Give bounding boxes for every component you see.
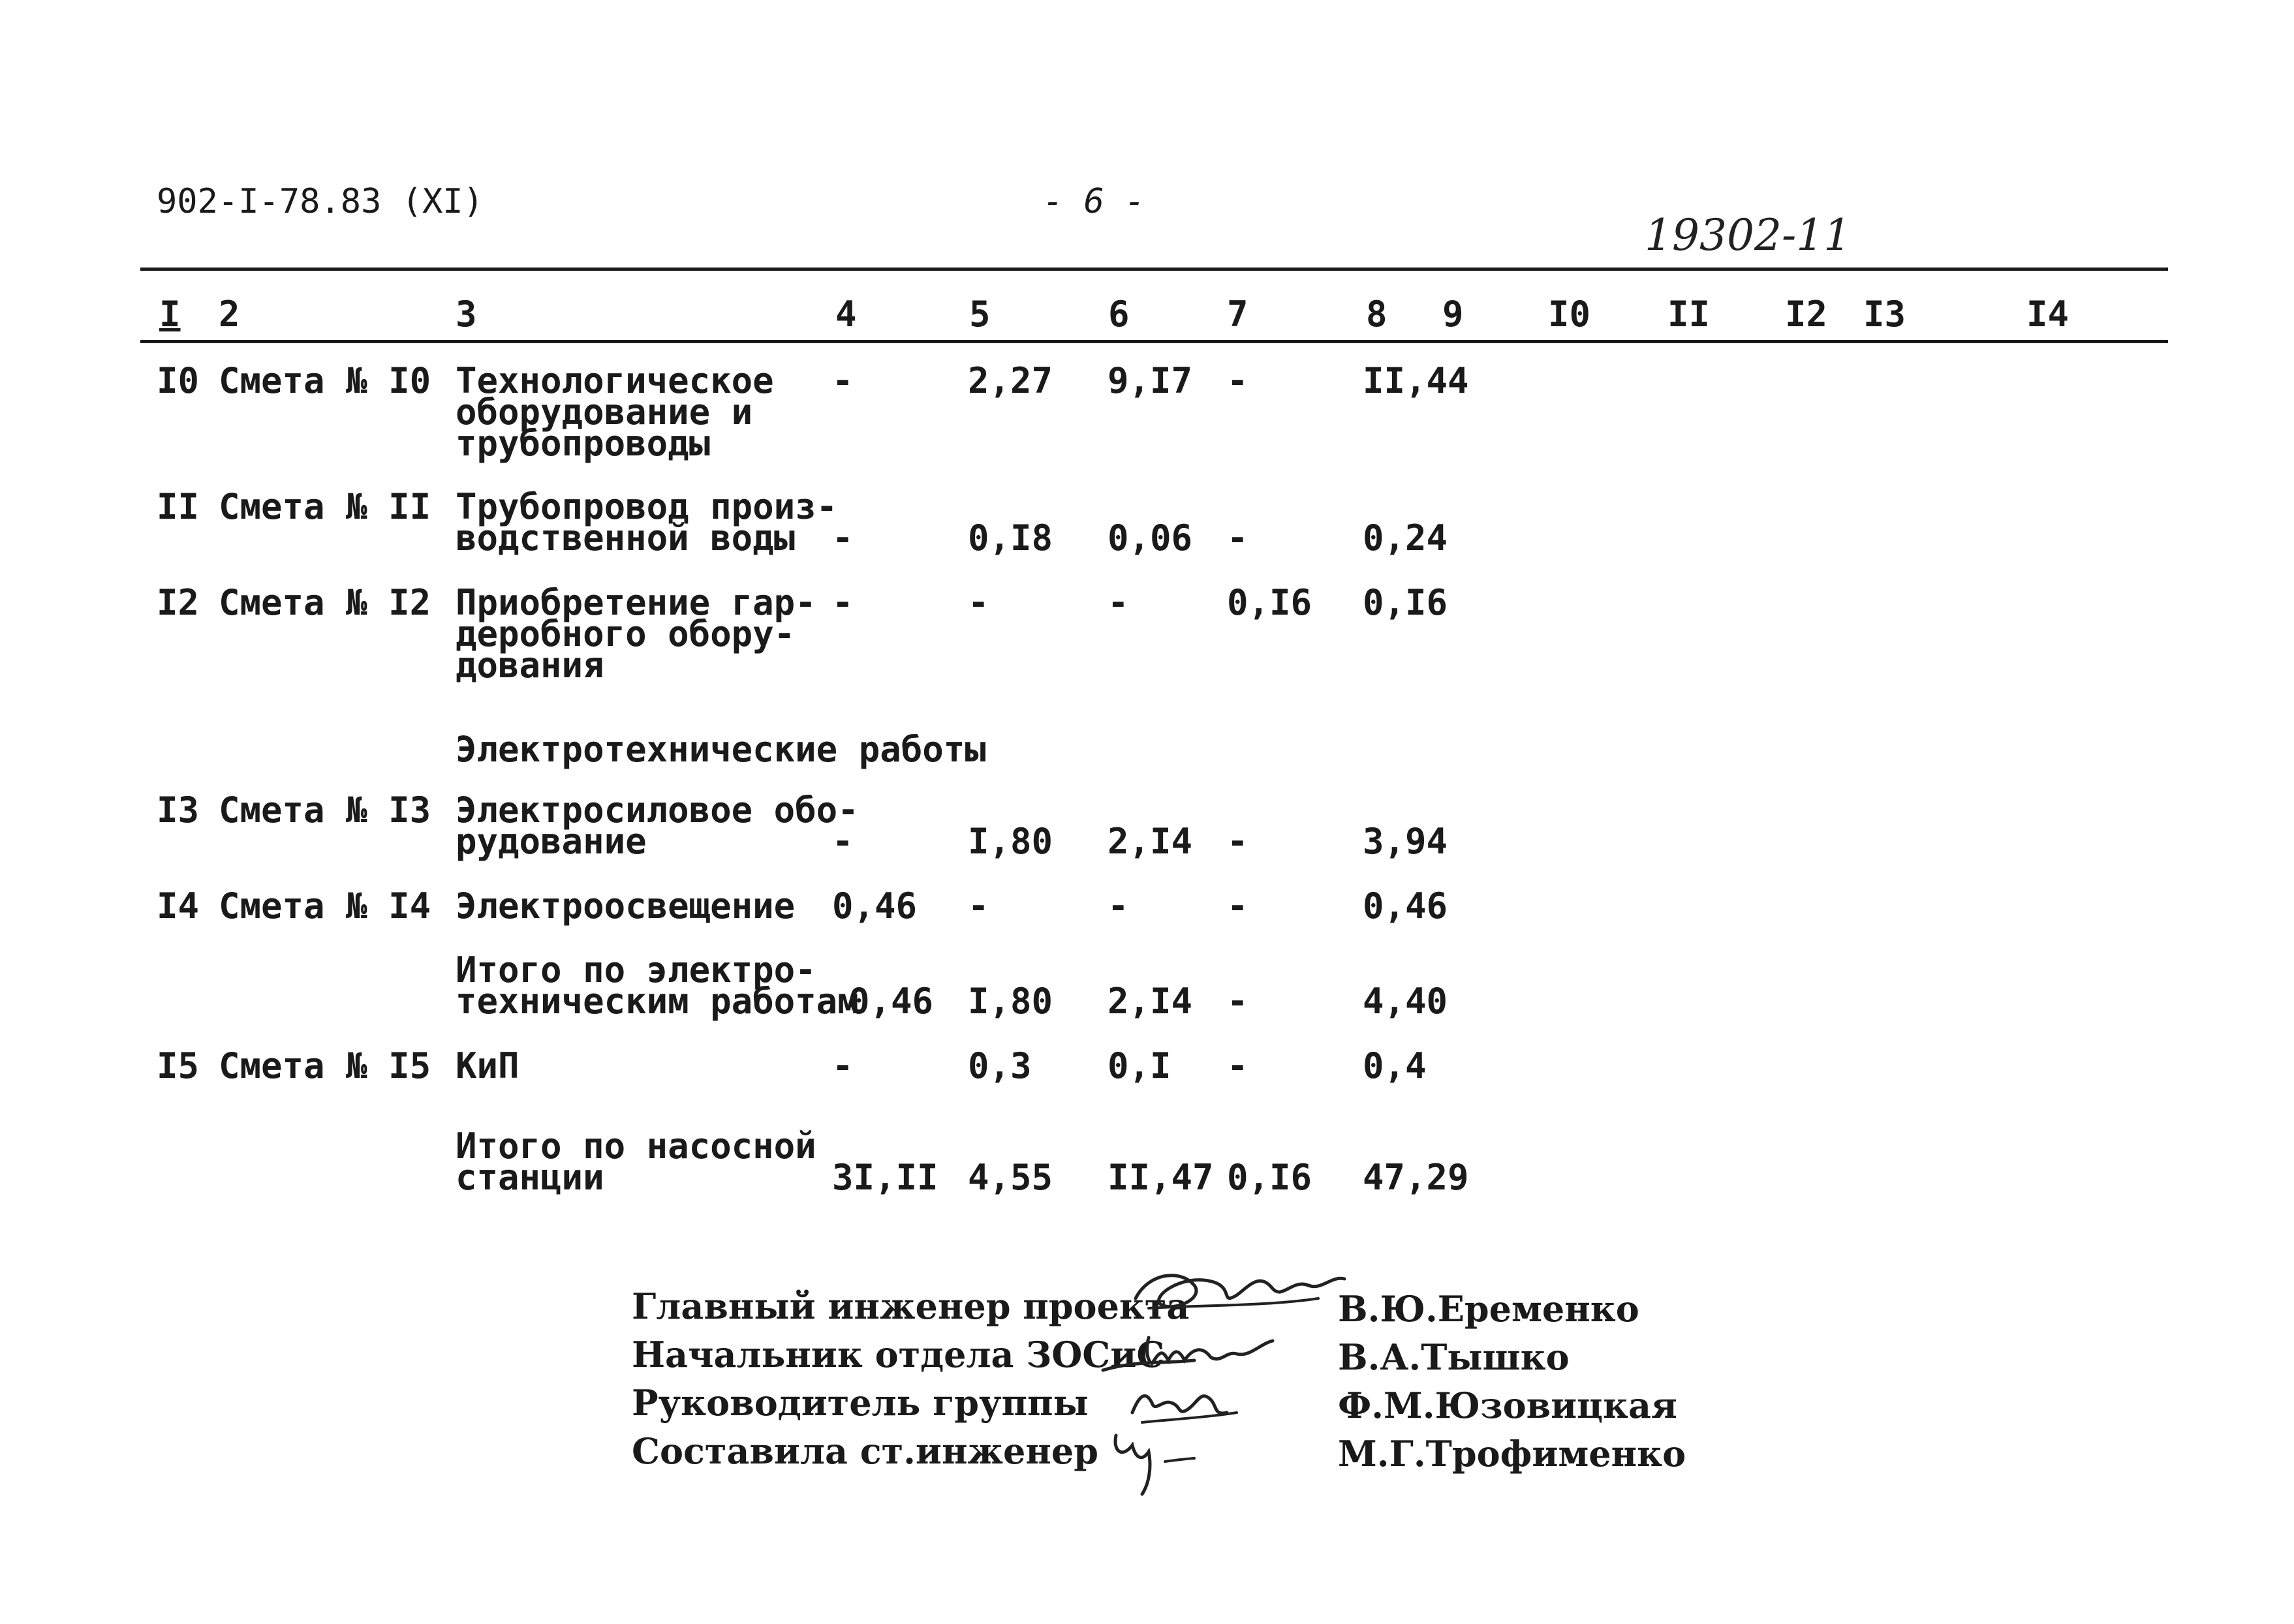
cell-col4: 3I,II — [832, 1157, 938, 1198]
handwritten-registration-number: 19302-11 — [1645, 210, 1852, 260]
signature-mark — [1096, 1422, 1227, 1501]
item-name-line: Итого по электро- — [456, 949, 816, 990]
signature-mark — [1123, 1377, 1253, 1429]
column-header: 8 — [1366, 294, 1387, 335]
item-name-line: дования — [456, 645, 604, 686]
item-name-line: Итого по насосной — [456, 1126, 816, 1167]
cell-col8: 3,94 — [1363, 821, 1448, 862]
column-header: 7 — [1227, 294, 1248, 335]
column-header: 3 — [456, 294, 477, 335]
estimate-label: Смета № I2 — [219, 582, 431, 623]
cell-col8: 0,4 — [1363, 1045, 1427, 1086]
cell-col8: II,44 — [1363, 360, 1469, 401]
signature-name: М.Г.Трофименко — [1338, 1433, 1686, 1475]
cell-col6: II,47 — [1108, 1157, 1214, 1198]
cell-col4: - — [832, 582, 854, 623]
cell-col4: - — [832, 360, 854, 401]
cell-col4: 0,46 — [832, 885, 918, 927]
cell-col7: - — [1227, 1045, 1248, 1086]
cell-col4: - — [832, 1045, 854, 1086]
cell-col6: - — [1108, 885, 1129, 927]
cell-col8: 47,29 — [1363, 1157, 1469, 1198]
table-top-rule — [140, 268, 2168, 271]
item-name-line: оборудование и — [456, 391, 753, 433]
cell-col5: - — [968, 582, 989, 623]
item-name-line: Электроосвещение — [456, 885, 796, 927]
item-name-line: Электросиловое обо- — [456, 789, 859, 831]
row-number: I2 — [157, 582, 200, 623]
table-header-rule — [140, 340, 2168, 343]
item-name-line: Трубопровод произ- — [456, 486, 838, 527]
page-number: - 6 - — [1043, 182, 1145, 221]
column-header: I3 — [1863, 294, 1906, 335]
column-header: I0 — [1548, 294, 1591, 335]
row-number: I0 — [157, 360, 200, 401]
estimate-label: Смета № I5 — [219, 1045, 431, 1086]
item-name-line: водственной воды — [456, 517, 796, 559]
signature-name: В.А.Тышко — [1338, 1336, 1570, 1378]
estimate-label: Смета № II — [219, 486, 431, 527]
signature-role: Составила ст.инженер — [632, 1430, 1098, 1472]
cell-col5: 2,27 — [968, 360, 1053, 401]
item-name-line: станции — [456, 1157, 604, 1198]
item-name-line: Технологическое — [456, 360, 774, 401]
item-name-line: трубопроводы — [456, 423, 711, 464]
estimate-label: Смета № I3 — [219, 789, 431, 831]
signature-role: Руководитель группы — [632, 1382, 1089, 1424]
cell-col5: I,80 — [968, 981, 1053, 1022]
signature-mark — [1123, 1259, 1357, 1325]
signature-role: Главный инженер проекта — [632, 1285, 1190, 1327]
signature-mark — [1096, 1325, 1305, 1383]
cell-col8: 4,40 — [1363, 981, 1448, 1022]
cell-col7: - — [1227, 360, 1248, 401]
cell-col4: 0,46 — [848, 981, 934, 1022]
cell-col8: 0,I6 — [1363, 582, 1448, 623]
cell-col5: 0,3 — [968, 1045, 1032, 1086]
cell-col4: - — [832, 821, 854, 862]
row-number: I4 — [157, 885, 200, 927]
item-name-line: техническим работам — [456, 981, 859, 1022]
row-number: II — [157, 486, 200, 527]
cell-col6: 2,I4 — [1108, 821, 1193, 862]
item-name-line: Приобретение гар- — [456, 582, 816, 623]
row-number: I3 — [157, 789, 200, 831]
cell-col5: 0,I8 — [968, 517, 1053, 559]
cell-col7: - — [1227, 821, 1248, 862]
column-header: 4 — [835, 294, 857, 335]
cell-col7: - — [1227, 981, 1248, 1022]
cell-col5: 4,55 — [968, 1157, 1053, 1198]
signature-name: В.Ю.Еременко — [1338, 1288, 1639, 1330]
section-title: Электротехнические работы — [456, 729, 986, 770]
cell-col7: 0,I6 — [1227, 582, 1312, 623]
column-header: 6 — [1108, 294, 1130, 335]
cell-col5: - — [968, 885, 989, 927]
cell-col6: 0,06 — [1108, 517, 1193, 559]
signature-role: Начальник отдела ЗОСиС — [632, 1334, 1165, 1375]
item-name-line: КиП — [456, 1045, 519, 1086]
row-number: I5 — [157, 1045, 200, 1086]
cell-col6: - — [1108, 582, 1129, 623]
estimate-label: Смета № I0 — [219, 360, 431, 401]
column-header: 2 — [219, 294, 240, 335]
cell-col7: - — [1227, 885, 1248, 927]
column-header: I4 — [2026, 294, 2069, 335]
cell-col8: 0,24 — [1363, 517, 1448, 559]
document-code: 902-I-78.83 (XI) — [157, 182, 484, 221]
estimate-label: Смета № I4 — [219, 885, 431, 927]
item-name-line: рудование — [456, 821, 647, 862]
column-header: I — [159, 294, 181, 335]
cell-col5: I,80 — [968, 821, 1053, 862]
cell-col6: 2,I4 — [1108, 981, 1193, 1022]
column-header: II — [1667, 294, 1711, 335]
cell-col8: 0,46 — [1363, 885, 1448, 927]
cell-col6: 9,I7 — [1108, 360, 1193, 401]
cell-col6: 0,I — [1108, 1045, 1171, 1086]
column-header: 5 — [969, 294, 991, 335]
item-name-line: деробного обору- — [456, 613, 796, 654]
column-header: 9 — [1442, 294, 1464, 335]
signature-name: Ф.М.Юзовицкая — [1338, 1385, 1677, 1426]
cell-col7: 0,I6 — [1227, 1157, 1312, 1198]
cell-col7: - — [1227, 517, 1248, 559]
cell-col4: - — [832, 517, 854, 559]
column-header: I2 — [1785, 294, 1828, 335]
